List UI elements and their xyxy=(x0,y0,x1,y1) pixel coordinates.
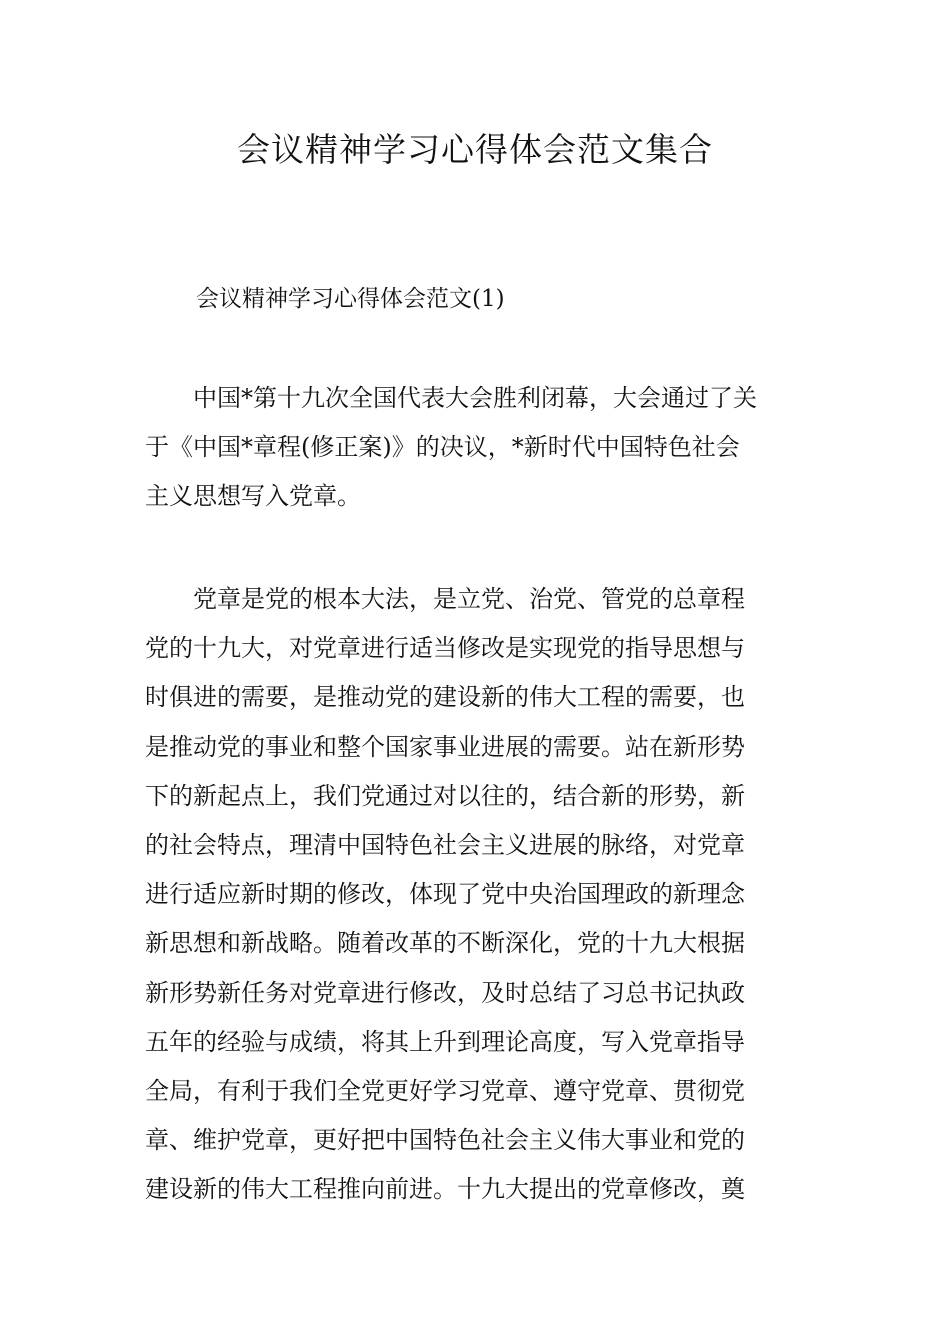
paragraph-line: 建设新的伟大工程推向前进。十九大提出的党章修改，奠 xyxy=(145,1175,745,1204)
paragraph-line: 是推动党的事业和整个国家事业进展的需要。站在新形势 xyxy=(145,732,745,761)
paragraph-line: 下的新起点上，我们党通过对以往的，结合新的形势，新 xyxy=(145,781,745,810)
paragraph-line: 全局，有利于我们全党更好学习党章、遵守党章、贯彻党 xyxy=(145,1077,745,1106)
paragraph-line: 党的十九大，对党章进行适当修改是实现党的指导思想与 xyxy=(145,634,745,663)
paragraph-line: 的社会特点，理清中国特色社会主义进展的脉络，对党章 xyxy=(145,831,745,860)
paragraph-line: 中国*第十九次全国代表大会胜利闭幕，大会通过了关 xyxy=(145,384,757,412)
paragraph-line: 党章是党的根本大法，是立党、治党、管党的总章程 xyxy=(145,585,745,613)
paragraph-line: 于《中国*章程(修正案)》的决议，*新时代中国特色社会 xyxy=(145,433,740,462)
paragraph-1 xyxy=(145,374,805,522)
document-title: 会议精神学习心得体会范文集合 xyxy=(237,130,713,169)
paragraph-line: 五年的经验与成绩，将其上升到理论高度，写入党章指导 xyxy=(145,1027,745,1056)
paragraph-line: 章、维护党章，更好把中国特色社会主义伟大事业和党的 xyxy=(145,1126,745,1155)
paragraph-line: 新形势新任务对党章进行修改，及时总结了习总书记执政 xyxy=(145,978,745,1007)
section-heading: 会议精神学习心得体会范文(1) xyxy=(196,286,505,312)
paragraph-line: 新思想和新战略。随着改革的不断深化，党的十九大根据 xyxy=(145,929,745,958)
paragraph-line: 进行适应新时期的修改，体现了党中央治国理政的新理念 xyxy=(145,880,745,909)
paragraph-2 xyxy=(145,575,805,1215)
paragraph-line: 时俱进的需要，是推动党的建设新的伟大工程的需要，也 xyxy=(145,683,745,712)
paragraph-line: 主义思想写入党章。 xyxy=(145,482,361,511)
